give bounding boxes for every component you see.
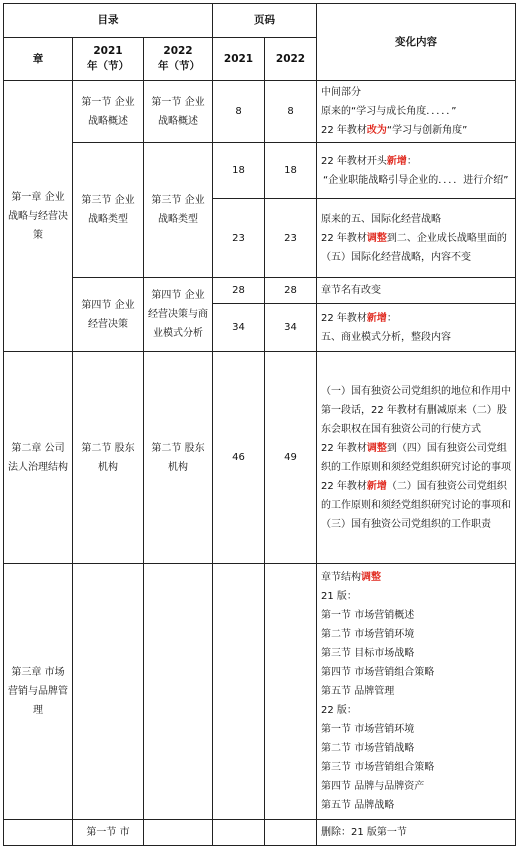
structure-item: 21 版：	[321, 591, 357, 602]
textbook-change-table	[3, 3, 516, 846]
change-text: 22 年教材	[321, 232, 367, 244]
page-2021-header: 2021	[213, 38, 265, 81]
change-cell	[317, 564, 516, 820]
change-line: 原来的五、国际化经营战略	[321, 213, 442, 225]
sec-2022-header: 2022 年（节）	[144, 38, 213, 81]
page-2022: 34	[265, 304, 317, 352]
structure-item: 第二节 市场营销战略	[321, 743, 415, 754]
sec-2021-header: 2021 年（节）	[73, 38, 144, 81]
change-text: 到二、企业成长战略里面的（五）国际化经营战略，内容不变	[321, 232, 507, 263]
highlight-keyword: 改为	[366, 125, 387, 136]
change-line: 原来的“学习与成长角度．．．．．”	[321, 106, 457, 117]
section-2021: 第四节 企业经营决策	[73, 278, 144, 352]
change-cell	[317, 143, 516, 199]
highlight-keyword: 调整	[366, 442, 387, 454]
structure-item: 第一节 市场营销环境	[321, 724, 415, 735]
chapter-3-cell: 第三章 市场营销与品牌管理	[4, 564, 73, 820]
page-2022-header: 2022	[265, 38, 317, 81]
page-2021: 46	[213, 352, 265, 564]
change-line	[321, 121, 511, 140]
structure-item: 第四节 品牌与品牌资产	[321, 781, 425, 792]
empty-cell	[265, 820, 317, 846]
empty-cell	[213, 820, 265, 846]
page-2021: 18	[213, 143, 265, 199]
change-line: 五、商业模式分析，整段内容	[321, 331, 452, 343]
section-2022: 第一节 企业战略概述	[144, 81, 213, 143]
section-2021: 第一节 市	[73, 820, 144, 846]
change-text: “学习与创新角度”	[386, 125, 468, 136]
change-line	[321, 477, 511, 534]
page-2022: 18	[265, 143, 317, 199]
section-2022: 第二节 股东机构	[144, 352, 213, 564]
change-line	[321, 229, 511, 267]
change-text: 22 年教材	[321, 312, 367, 324]
structure-item: 第五节 品牌战略	[321, 800, 395, 811]
empty-cell	[144, 820, 213, 846]
empty-cell	[265, 564, 317, 820]
change-text: 章节结构	[321, 572, 362, 583]
change-text: 到（四）国有独资公司党组织的工作原则和须经党组织研究讨论的事项	[321, 442, 512, 473]
section-2021: 第一节 企业战略概述	[73, 81, 144, 143]
change-cell	[317, 352, 516, 564]
empty-cell	[4, 820, 73, 846]
section-2021: 第三节 企业战略类型	[73, 143, 144, 278]
page-2021: 28	[213, 278, 265, 304]
change-line	[321, 568, 511, 587]
structure-item: 第一节 市场营销概述	[321, 610, 415, 621]
pages-header: 页码	[213, 4, 317, 38]
chapter-header: 章	[4, 38, 73, 81]
change-text: （二）国有独资公司党组织的工作原则和须经党组织研究讨论的事项和（三）国有独资公司党组织的工作职责	[321, 480, 512, 530]
change-line	[321, 309, 511, 328]
highlight-keyword: 新增	[366, 312, 387, 324]
page-2021: 8	[213, 81, 265, 143]
page-2021: 34	[213, 304, 265, 352]
highlight-keyword: 调整	[366, 232, 387, 244]
structure-item: 第五节 品牌管理	[321, 686, 395, 697]
structure-list	[321, 587, 511, 815]
structure-item: 第二节 市场营销环境	[321, 629, 415, 640]
page-2022: 49	[265, 352, 317, 564]
change-text: 22 年教材	[321, 442, 367, 454]
change-line	[321, 152, 511, 171]
change-text: ：	[386, 312, 397, 324]
changes-header: 变化内容	[317, 4, 516, 81]
change-text: ：	[406, 155, 417, 167]
section-2022: 第四节 企业经营决策与商业模式分析	[144, 278, 213, 352]
structure-item: 第三节 目标市场战略	[321, 648, 415, 659]
chapter-2-cell: 第二章 公司法人治理结构	[4, 352, 73, 564]
page-2022: 28	[265, 278, 317, 304]
change-text: 22 年教材	[321, 480, 367, 492]
change-cell	[317, 81, 516, 143]
structure-item: 22 版：	[321, 705, 357, 716]
change-line: “企业职能战略引导企业的．．．．进行介绍”	[323, 174, 509, 186]
change-cell: 删除：21 版第一节	[317, 820, 516, 846]
change-line: 中间部分	[321, 87, 362, 98]
change-line: （一）国有独资公司党组织的地位和作用中第一段话，22 年教材有删减原来（二）股东会职权在国有独资公司的行使方式	[321, 385, 512, 435]
change-text: 22 年教材	[321, 125, 367, 136]
change-text: 22 年教材开头	[321, 155, 387, 167]
section-2022: 第三节 企业战略类型	[144, 143, 213, 278]
section-2021: 第二节 股东机构	[73, 352, 144, 564]
change-cell	[317, 199, 516, 278]
empty-cell	[213, 564, 265, 820]
page-2022: 8	[265, 81, 317, 143]
empty-cell	[73, 564, 144, 820]
empty-cell	[144, 564, 213, 820]
highlight-keyword: 新增	[366, 480, 387, 492]
page-2022: 23	[265, 199, 317, 278]
change-cell	[317, 304, 516, 352]
highlight-keyword: 新增	[386, 155, 407, 167]
structure-item: 第四节 市场营销组合策略	[321, 667, 435, 678]
change-line	[321, 439, 511, 477]
toc-header: 目录	[4, 4, 213, 38]
highlight-keyword: 调整	[361, 572, 382, 583]
change-cell: 章节名有改变	[317, 278, 516, 304]
structure-item: 第三节 市场营销组合策略	[321, 762, 435, 773]
chapter-1-cell: 第一章 企业战略与经营决策	[4, 81, 73, 352]
page-2021: 23	[213, 199, 265, 278]
